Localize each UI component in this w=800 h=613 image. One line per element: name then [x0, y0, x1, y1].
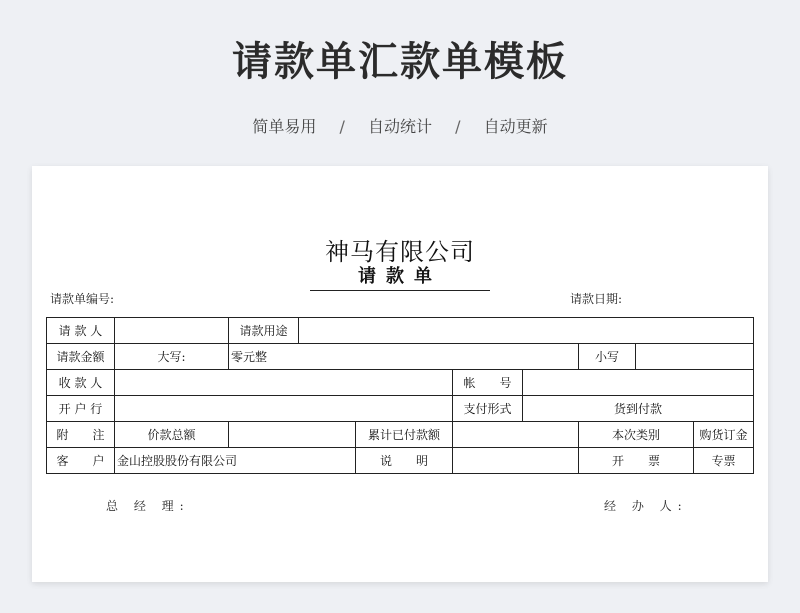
- customer-value[interactable]: 金山控股股份有限公司: [115, 448, 356, 474]
- request-date-label: 请款日期:: [570, 292, 623, 306]
- amount-lower-field[interactable]: [636, 344, 754, 370]
- tag-separator: /: [339, 117, 345, 136]
- account-field[interactable]: [523, 370, 754, 396]
- table-row: [47, 422, 754, 448]
- handler-signature-label: 经 办 人:: [604, 499, 688, 513]
- attach-label: 附 注: [47, 422, 115, 448]
- table-row: [47, 448, 754, 474]
- table-row: [47, 344, 754, 370]
- invoice-value[interactable]: 专票: [694, 448, 754, 474]
- category-value[interactable]: 购货订金: [694, 422, 754, 448]
- invoice-label: 开 票: [579, 448, 694, 474]
- company-name: 神马有限公司: [325, 238, 475, 266]
- purpose-field[interactable]: [299, 318, 754, 344]
- requester-field[interactable]: [115, 318, 229, 344]
- paid-total-field[interactable]: [453, 422, 579, 448]
- manager-signature-label: 总 经 理:: [106, 499, 190, 513]
- request-number-label: 请款单编号:: [50, 292, 115, 306]
- tag-auto-stats: 自动统计: [367, 117, 432, 136]
- table-row: [47, 370, 754, 396]
- payment-method-label: 支付形式: [453, 396, 523, 422]
- note-label: 说 明: [356, 448, 453, 474]
- payment-method-value[interactable]: 货到付款: [523, 396, 754, 422]
- request-form-table: [46, 317, 754, 474]
- bank-label: 开 户 行: [47, 396, 115, 422]
- customer-label: 客 户: [47, 448, 115, 474]
- tag-simple: 简单易用: [252, 117, 317, 136]
- tag-auto-update: 自动更新: [483, 117, 548, 136]
- banner-tagline: [0, 114, 800, 137]
- paid-total-label: 累计已付款额: [356, 422, 453, 448]
- amount-upper-label: 大写:: [115, 344, 229, 370]
- category-label: 本次类别: [579, 422, 694, 448]
- table-row: [47, 318, 754, 344]
- requester-label: 请 款 人: [47, 318, 115, 344]
- tag-separator: /: [455, 117, 461, 136]
- form-sheet: [32, 166, 768, 582]
- payee-field[interactable]: [115, 370, 453, 396]
- amount-upper-value[interactable]: 零元整: [229, 344, 579, 370]
- note-field[interactable]: [453, 448, 579, 474]
- total-price-field[interactable]: [229, 422, 356, 448]
- purpose-label: 请款用途: [229, 318, 299, 344]
- document-title: 请款单: [310, 262, 490, 291]
- payee-label: 收 款 人: [47, 370, 115, 396]
- banner-title: 请款单汇款单模板: [232, 39, 568, 85]
- account-label: 帐 号: [453, 370, 523, 396]
- amount-label: 请款金额: [47, 344, 115, 370]
- total-price-label: 价款总额: [115, 422, 229, 448]
- amount-lower-label: 小写: [579, 344, 636, 370]
- table-row: [47, 396, 754, 422]
- bank-field[interactable]: [115, 396, 453, 422]
